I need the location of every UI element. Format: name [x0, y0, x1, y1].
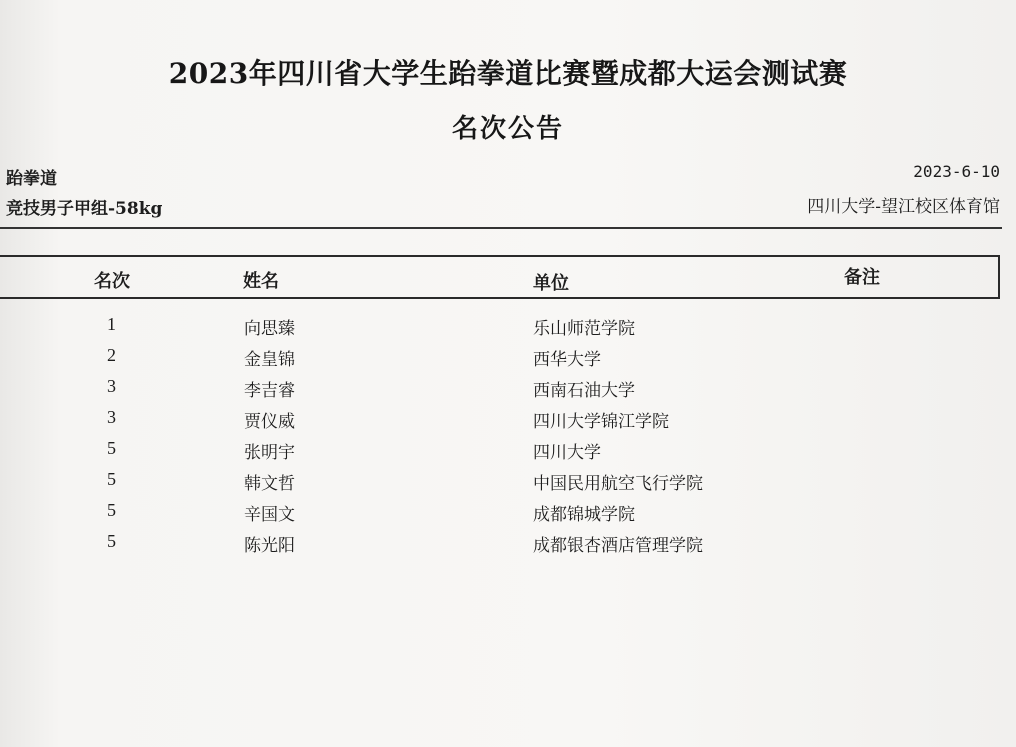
table-header	[0, 255, 1000, 299]
unit-cell: 四川大学	[533, 443, 601, 463]
page-subtitle: 名次公告	[451, 114, 564, 144]
unit-cell: 西华大学	[533, 350, 601, 370]
rank-cell: 1	[107, 314, 116, 334]
name-cell: 向思臻	[244, 319, 295, 339]
name-cell: 贾仪威	[244, 412, 295, 432]
rank-cell: 5	[107, 469, 116, 489]
table-row	[0, 498, 1016, 529]
column-header-name: 姓名	[243, 271, 279, 292]
date-label: 2023-6-10	[913, 162, 1000, 181]
name-cell: 张明宇	[244, 443, 295, 463]
table-row	[0, 436, 1016, 467]
page-title: 2023年四川省大学生跆拳道比赛暨成都大运会测试赛	[168, 57, 848, 90]
name-cell: 李吉睿	[244, 381, 295, 401]
column-header-note: 备注	[844, 267, 880, 288]
name-cell: 陈光阳	[244, 536, 295, 556]
rank-cell: 5	[107, 531, 116, 551]
results-table-body	[0, 312, 1016, 560]
venue-label: 四川大学-望江校区体育馆	[807, 197, 1000, 217]
unit-cell: 中国民用航空飞行学院	[533, 474, 703, 494]
unit-cell: 四川大学锦江学院	[533, 412, 669, 432]
rank-cell: 3	[107, 376, 116, 396]
name-cell: 韩文哲	[244, 474, 295, 494]
table-row	[0, 405, 1016, 436]
unit-cell: 成都银杏酒店管理学院	[533, 536, 703, 556]
sport-label: 跆拳道	[6, 169, 57, 189]
column-header-rank: 名次	[94, 271, 130, 292]
header-divider	[0, 227, 1002, 229]
table-row	[0, 343, 1016, 374]
rank-cell: 2	[107, 345, 116, 365]
name-cell: 金皇锦	[244, 350, 295, 370]
table-row	[0, 529, 1016, 560]
column-header-unit: 单位	[533, 273, 569, 294]
rank-cell: 3	[107, 407, 116, 427]
unit-cell: 西南石油大学	[533, 381, 635, 401]
event-label: 竞技男子甲组-58kg	[6, 199, 163, 219]
rank-cell: 5	[107, 438, 116, 458]
table-row	[0, 312, 1016, 343]
rank-cell: 5	[107, 500, 116, 520]
unit-cell: 乐山师范学院	[533, 319, 635, 339]
table-row	[0, 374, 1016, 405]
name-cell: 辛国文	[244, 505, 295, 525]
table-row	[0, 467, 1016, 498]
unit-cell: 成都锦城学院	[533, 505, 635, 525]
